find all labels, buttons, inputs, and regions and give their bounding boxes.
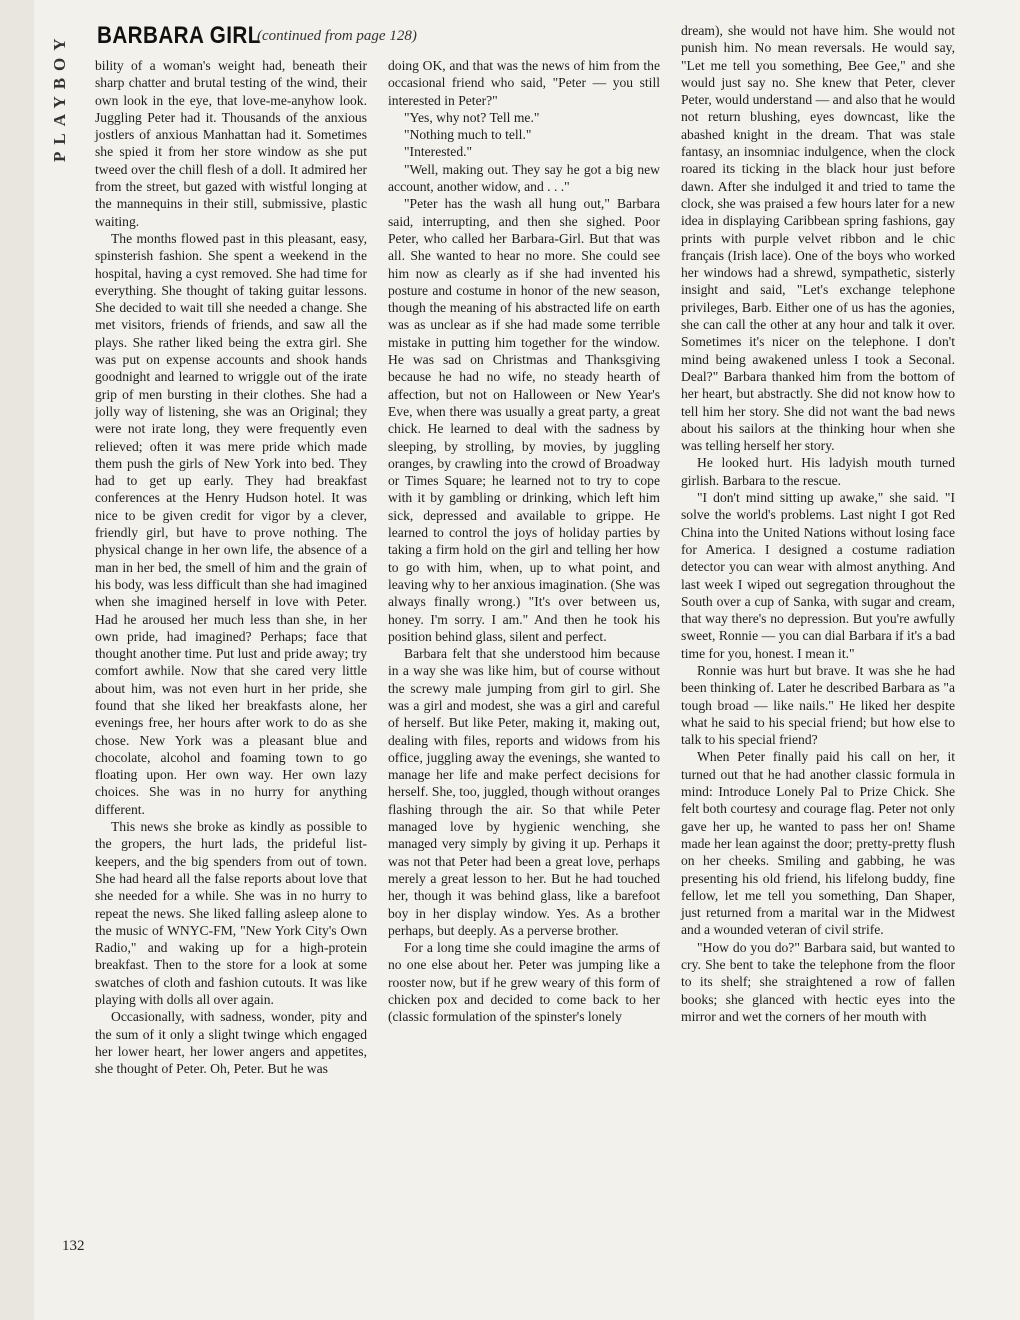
text-column-1 (95, 57, 367, 1257)
page-margin (0, 0, 34, 1320)
paragraph: This news she broke as kindly as possible to the gropers, the hurt lads, the prideful list-keepers, and the big spenders from out of town. She had heard all the false reports about love that she needed for a while. She was in no hurry to repeat the news. She liked falling asleep alone to the music of WNYC-FM, "New York City's Own Radio," and waking up for a high-protein breakfast. Then to the store for a look at some swatches of cloth and fashion cutouts. It was like playing with dolls all over again. (95, 819, 367, 1008)
paragraph: "Yes, why not? Tell me." (404, 109, 540, 125)
paragraph: "Well, making out. They say he got a big new account, another widow, and . . ." (388, 161, 660, 195)
text-column-3 (681, 22, 955, 1262)
paragraph: Barbara felt that she understood him because in a way she was like him, but of course without the screwy male jumping from girl to girl. She was a girl and modest, she was a girl and careful of herself. But like Peter, making it, making out, dealing with files, reports and widows from his office, juggling away the evenings, she wanted to manage her life and make perfect decisions for herself. She, too, juggled, though without oranges flashing through the air. So that while Peter managed love by hygienic wenching, she managed very simply by giving it up. Perhaps it was not that Peter had been a great love, perhaps merely a great lesson to her. But he had touched her, though it was behind glass, like a barefoot boy in her display window. Yes. As a brother perhaps, but deeply. As a perverse brother. (388, 646, 660, 938)
paragraph: When Peter finally paid his call on her, it turned out that he had another classic formula in mind: Introduce Lonely Pal to Prize Chick. She felt both courtesy and courage flag. Peter not only gave her up, he wanted to pass her on! Shame made her lean against the door; pretty-pretty flush on her cheeks. Smiling and gabbing, he was presenting his old friend, his lifelong buddy, fine fellow, let me tell you something, Dan Shaper, just returned from a marital war in the Midwest and a wounded veteran of civil strife. (681, 749, 955, 938)
paragraph: Ronnie was hurt but brave. It was she he had been thinking of. Later he described Barbara as "a tough broad — like nails." He liked her despite what he said to his special friend; but how else to talk to his special friend? (681, 662, 955, 748)
paragraph: dream), she would not have him. She would not punish him. No mean reversals. He would say, "Let me tell you something, Bee Gee," and she would just say no. She knew that Peter, clever Peter, would understand — and also that he would not return blushing, eyes downcast, like the abashed knight in the dream. That was stale fantasy, an insomniac indulgence, when the clock roared its ticking in the black hour just before dawn. After she indulged it and tried to tame the clock, she was praised a few hours later for a new idea in displaying Caribbean spring fashions, gay prints with purple velvet ribbon and le chic français (Irish lace). One of the boys who worked her windows had a shrewd, sympathetic, sisterly insight and said, "Let's exchange telephone privileges, Barb. Either one of us has the agonies, she can call the other at any hour and talk it over. Sometimes it's nicer on the telephone. I don't mind being awakened unless I took a Seconal. Deal?" Barbara thanked him from the bottom of her heart, but abstractly. She did not know how to tell him her story. She did not want the bad news about his sailors at the thinking hour when she was telling herself her story. (681, 23, 955, 454)
article-header (97, 22, 417, 52)
paragraph: The months flowed past in this pleasant, easy, spinsterish fashion. She spent a weekend in the hospital, having a cyst removed. She had time for everything. She thought of taking guitar lessons. She decided to wait till she needed a change. She met visitors, friends of friends, and saw all the plays. She rather liked being the extra girl. She was put on expense accounts and shook hands goodnight and learned to wriggle out of the irate grip of men bursting in their clothes. She had a jolly way of listening, she was an Original; they were not irate long, they were frequently even relieved; often it was mere pride which made them push the girls of New York into bed. They had to get up early. They had breakfast conferences at the Henry Hudson hotel. It was nice to be given credit for vigor by a clever, friendly girl, but have to prove nothing. The physical change in her own life, the absence of a man in her bed, the smell of him and the grain of his body, was less difficult than she had imagined when she imagined herself in love with Peter. Had he aroused her much less than she, in her own pride, had imagined? Perhaps; face that thought another time. Put lust and pride away; try comfort awhile. Now that she cared very little about him, was not even hurt in her pride, she found that she liked her breakfasts alone, her evenings free, her hours after work to do as she chose. New York was a pleasant blue and chocolate, alcohol and foaming town to go floating upon. Her own way. Her own lazy choices. She was in no hurry for anything different. (95, 230, 367, 817)
paragraph: "Peter has the wash all hung out," Barbara said, interrupting, and then she sighed. Poor Peter, who called her Barbara-Girl. But that was all. She wanted to hear no more. She could see him now as clearly as if she had invented his posture and costume in honor of the new season, though the meaning of his abstracted life on earth was as unclear as if she had made some terrible mistake in putting him together for the window. He was sad on Christmas and Thanksgiving because he had no wife, no steady hearth of affection, but not on Halloween or New Year's Eve, when there was usually a great party, a great chick. He learned to deal with the sadness by sleeping, by strolling, by movies, by juggling oranges, by crawling into the crowd of Broadway or Times Square; he learned not to try to cope with it by gambling or drinking, which left him sick, depressed and available to grippe. He learned to control the joys of holiday parties by taking a firm hold on the girl and telling her how to go with him, when, up to what point, and leaving why to her anxious imagination. (She was always finally wrong.) "It's over between us, honey. I'm sorry. I am." And then he took his position behind glass, silent and perfect. (388, 196, 660, 644)
paragraph: For a long time she could imagine the arms of no one else about her. Peter was jumping like a rooster now, but if he grew weary of this form of chicken pox and decided to come back to her (classic formulation of the spinster's lonely (388, 940, 660, 1025)
paragraph: doing OK, and that was the news of him from the occasional friend who said, "Peter — you still interested in Peter?" (388, 58, 660, 108)
article-title: BARBARA GIRL (97, 22, 261, 49)
paragraph: He looked hurt. His ladyish mouth turned girlish. Barbara to the rescue. (681, 455, 955, 488)
paragraph: "How do you do?" Barbara said, but wanted to cry. She bent to take the telephone from the floor to its shelf; she straightened a row of fallen books; she glanced with hectic eyes into the mirror and wet the corners of her mouth with (681, 939, 955, 1024)
continued-note: (continued from page 128) (257, 28, 417, 44)
paragraph: bility of a woman's weight had, beneath their sharp chatter and brutal testing of the wind, their own look in the eye, that love-me-anyhow look. Juggling Peter had it. Thousands of the anxious jostlers of anxious Manhattan had it. Sometimes she spied it from her store window as she put tweed over the chill flesh of a doll. It admired her from the street, but gazed with wistful longing at the mannequins in their still, submissive, plastic waiting. (95, 58, 367, 229)
paragraph: Occasionally, with sadness, wonder, pity and the sum of it only a slight twinge which engaged her lower heart, her lower angers and appetites, she thought of Peter. Oh, Peter. But he was (95, 1009, 367, 1077)
paragraph: "I don't mind sitting up awake," she said. "I solve the world's problems. Last night I got Red China into the United Nations without losing face for America. I designed a costume radiation detector you can wear with almost anything. And last week I wiped out segregation throughout the South over a cup of Sanka, with sugar and cream, that way there's no depression. But you're awfully sweet, Ronnie — you can dial Barbara if it's a bad time for you, honest. I mean it." (681, 490, 955, 661)
paragraph: "Interested." (404, 144, 473, 160)
magazine-name: PLAYBOY (50, 31, 69, 163)
page-number: 132 (62, 1238, 85, 1254)
text-column-2 (388, 57, 660, 1257)
paragraph: "Nothing much to tell." (404, 127, 532, 143)
